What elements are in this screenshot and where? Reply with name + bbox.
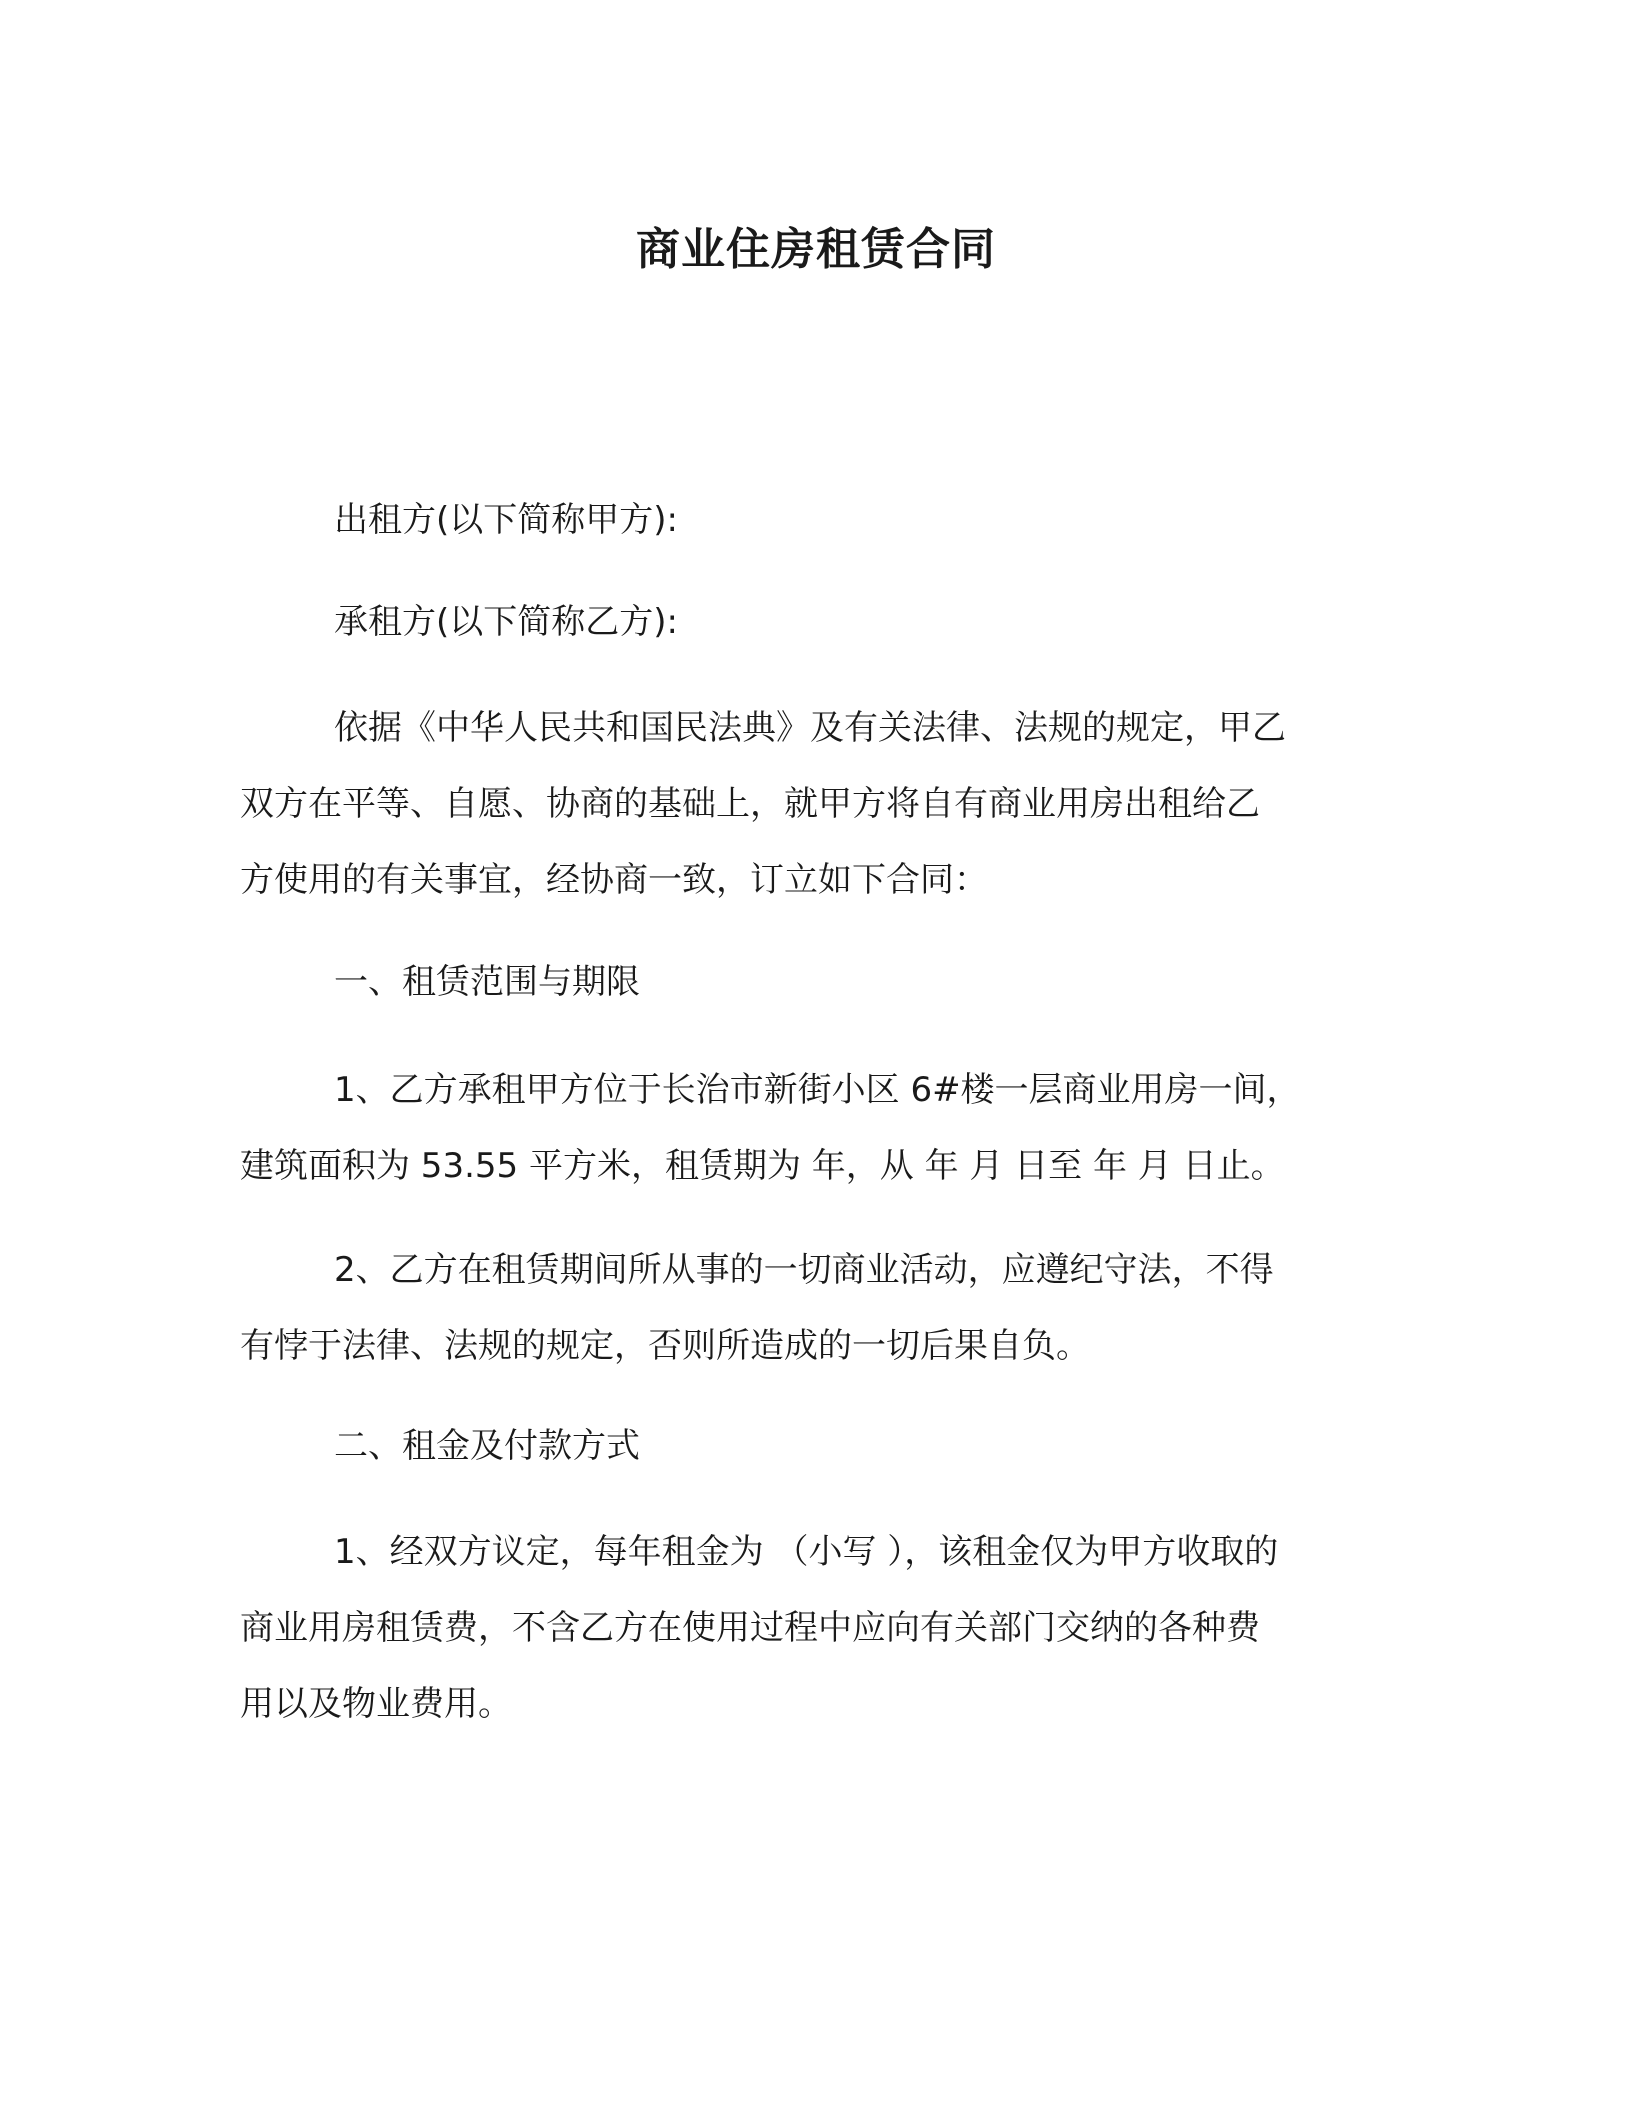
section-1-item-2	[240, 1232, 1390, 1384]
lessor-line: 出租方(以下简称甲方):	[334, 500, 678, 540]
section-1-item-1	[240, 1052, 1390, 1204]
section-2-item-1-line-2: 商业用房租赁费，不含乙方在使用过程中应向有关部门交纳的各种费	[240, 1608, 1260, 1648]
preamble-line-2: 双方在平等、自愿、协商的基础上，就甲方将自有商业用房出租给乙	[240, 784, 1260, 824]
lessee-line: 承租方(以下简称乙方):	[334, 602, 678, 642]
preamble-paragraph	[240, 690, 1390, 918]
preamble-line-3: 方使用的有关事宜，经协商一致，订立如下合同：	[240, 860, 988, 900]
section-1-item-2-line-2: 有悖于法律、法规的规定，否则所造成的一切后果自负。	[240, 1326, 1090, 1366]
section-2-heading: 二、租金及付款方式	[334, 1426, 640, 1466]
preamble-line-1: 依据《中华人民共和国民法典》及有关法律、法规的规定，甲乙	[334, 708, 1286, 748]
document-title: 商业住房租赁合同	[636, 224, 996, 275]
section-1-item-1-line-1: 1、乙方承租甲方位于长治市新街小区 6#楼一层商业用房一间，	[334, 1070, 1301, 1110]
section-1-item-2-line-1: 2、乙方在租赁期间所从事的一切商业活动，应遵纪守法，不得	[334, 1250, 1274, 1290]
section-2-item-1-line-1: 1、经双方议定，每年租金为 （小写 ），该租金仅为甲方收取的	[334, 1532, 1279, 1572]
section-2-item-1	[240, 1514, 1390, 1742]
section-1-item-1-line-2: 建筑面积为 53.55 平方米，租赁期为 年，从 年 月 日至 年 月 日止。	[240, 1146, 1285, 1186]
section-1-heading: 一、租赁范围与期限	[334, 962, 640, 1002]
section-2-item-1-line-3: 用以及物业费用。	[240, 1684, 512, 1724]
